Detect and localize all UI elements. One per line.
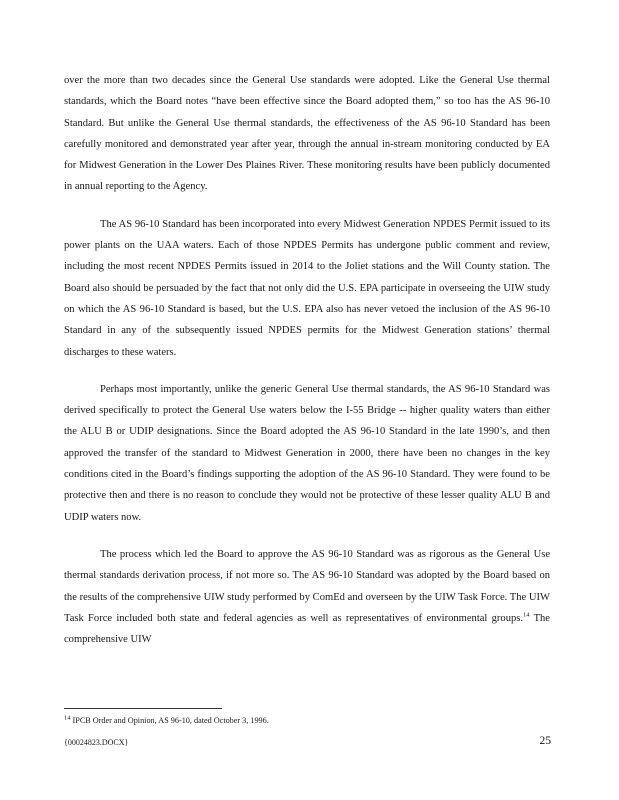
footnote-number: 14 [64, 714, 71, 722]
footnote-text: IPCB Order and Opinion, AS 96-10, dated October 3, 1996. [70, 716, 269, 725]
footnote [64, 715, 550, 726]
paragraph-1 [64, 70, 550, 198]
paragraph-3-text: Perhaps most importantly, unlike the generic General Use thermal standards, the AS 96-10 Standard was derived specifically to protect the General Use waters below the I-55 Bridge -- higher quality waters than either the ALU B or UDIP designations. Since the Board adopted the AS 96-10 Standard in the late 1990’s, and then approved the transfer of the standard to Midwest Generation in 2000, there have been no changes in the key conditions cited in the Board’s findings supporting the adoption of the AS 96-10 Standard. They were found to be protective then and there is no reason to conclude they would not be protective of these lesser quality ALU B and UDIP waters now. [64, 383, 550, 523]
paragraph-2-text: The AS 96-10 Standard has been incorporated into every Midwest Generation NPDES Permit issued to its power plants on the UAA waters. Each of those NPDES Permits has undergone public comment and review, including the most recent NPDES Permits issued in 2014 to the Joliet stations and the Will County station. The Board also should be persuaded by the fact that not only did the U.S. EPA participate in overseeing the UIW study on which the AS 96-10 Standard is based, but the U.S. EPA also has never vetoed the inclusion of the AS 96-10 Standard in any of the subsequently issued NPDES permits for the Midwest Generation stations’ thermal discharges to these waters. [64, 218, 550, 358]
paragraph-3 [64, 379, 550, 528]
paragraph-1-text: over the more than two decades since the General Use standards were adopted. Like the General Use thermal standards, which the Board notes “have been effective since the Board adopted them,” so too has the AS 96-10 Standard. But unlike the General Use thermal standards, the effectiveness of the AS 96-10 Standard has been carefully monitored and demonstrated year after year, through the annual in-stream monitoring conducted by EA for Midwest Generation in the Lower Des Plaines River. These monitoring results have been publicly documented in annual reporting to the Agency. [64, 75, 550, 193]
paragraph-2 [64, 214, 550, 363]
paragraph-4-tail: The comprehensive UIW [64, 612, 550, 646]
paragraph-4 [64, 544, 550, 650]
document-id: {00024823.DOCX} [64, 738, 129, 747]
body-text [64, 70, 550, 666]
page-number: 25 [539, 735, 551, 747]
footnote-divider [64, 708, 222, 709]
footnote-reference[interactable]: 14 [523, 611, 530, 619]
paragraph-4-text: The process which led the Board to approve the AS 96-10 Standard was as rigorous as the General Use thermal standards derivation process, if not more so. The AS 96-10 Standard was adopted by the Board based on the results of the comprehensive UIW study performed by ComEd and overseen by the UIW Task Force. The UIW Task Force included both state and federal agencies as well as representatives of environmental groups. [64, 548, 550, 624]
